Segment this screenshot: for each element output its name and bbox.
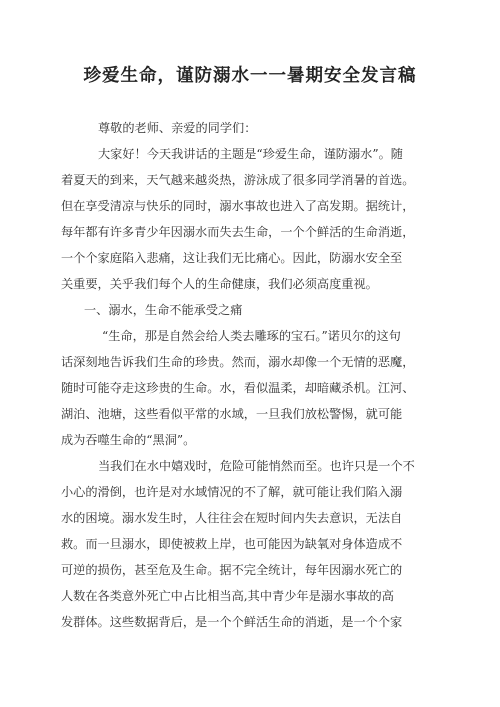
paragraph-line: 发群体。这些数据背后，是一个个鲜活生命的消逝，是一个个家 xyxy=(61,615,403,629)
paragraph-line: 话深刻地告诉我们生命的珍贵。然而，溺水却像一个无情的恶魔， xyxy=(61,355,415,369)
paragraph-line: 可逆的损伤，甚至危及生命。据不完全统计，每年因溺水死亡的 xyxy=(61,563,403,577)
paragraph-line: 随时可能夺走这珍贵的生命。水，看似温柔，却暗藏杀机。江河、 xyxy=(61,381,415,395)
paragraph-line: 但在享受清凉与快乐的同时，溺水事故也进入了高发期。据统计， xyxy=(61,199,415,213)
paragraph-line: 关重要，关乎我们每个人的生命健康，我们必须高度重视。 xyxy=(61,277,378,291)
paragraph-line: 每年都有许多青少年因溺水而失去生命，一个个鲜活的生命消逝， xyxy=(61,225,415,239)
paragraph-line: 水的困境。溺水发生时，人往往会在短时间内失去意识，无法自 xyxy=(61,511,403,525)
paragraph-line: 人数在各类意外死亡中占比相当高,其中青少年是溺水事故的高 xyxy=(61,589,394,603)
document-title: 珍爱生命，谨防溺水一一暑期安全发言稿 xyxy=(83,66,417,86)
paragraph-line: 救。而一旦溺水，即使被救上岸，也可能因为缺氧对身体造成不 xyxy=(61,537,403,551)
paragraph-line: 当我们在水中嬉戏时，危险可能悄然而至。也许只是一个不 xyxy=(98,459,415,473)
paragraph-line: 着夏天的到来，天气越来越炎热，游泳成了很多同学消暑的首选。 xyxy=(61,173,415,187)
paragraph-line: 大家好！今天我讲话的主题是“珍爱生命，谨防溺水”。随 xyxy=(98,147,403,161)
paragraph-line: 湖泊、池塘，这些看似平常的水域，一旦我们放松警惕，就可能 xyxy=(61,407,403,421)
paragraph-line: “生命，那是自然会给人类去雕琢的宝石。”诺贝尔的这句 xyxy=(102,329,401,343)
paragraph-line: 一个个家庭陷入悲痛，这让我们无比痛心。因此，防溺水安全至 xyxy=(61,251,403,265)
section-heading: 一、溺水，生命不能承受之痛 xyxy=(84,303,243,317)
paragraph-line: 成为吞噬生命的“黑洞”。 xyxy=(61,433,196,447)
paragraph-line: 小心的滑倒，也许是对水域情况的不了解，就可能让我们陷入溺 xyxy=(61,485,403,499)
salutation-line: 尊敬的老师、亲爱的同学们： xyxy=(98,121,257,135)
